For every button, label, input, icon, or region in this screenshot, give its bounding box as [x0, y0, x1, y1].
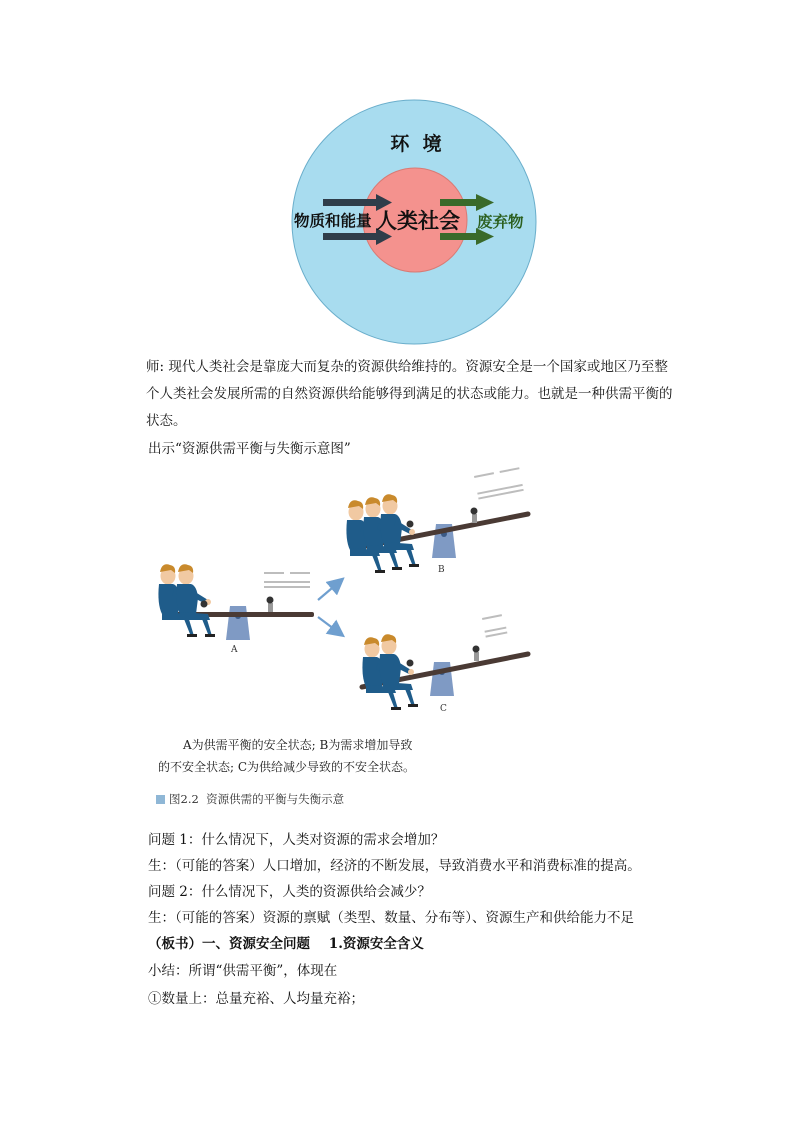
environment-label: 环 境 — [390, 133, 442, 155]
arrow-to-c — [318, 617, 338, 632]
arrow-to-b — [318, 583, 338, 600]
point-1: ①数量上：总量充裕、人均量充裕； — [148, 991, 364, 1007]
output-label: 废弃物 — [477, 213, 524, 231]
board-heading: （板书）一、资源安全问题 1.资源安全含义 — [148, 936, 424, 952]
intro-paragraph: 师: 现代人类社会是靠庞大而复杂的资源供给维持的。资源安全是一个国家或地区乃至整个人类社会发展所需的自然资源供给能够得到满足的状态或能力。也就是一种供需平衡的状态。 — [146, 359, 673, 429]
society-label: 人类社会 — [376, 209, 460, 233]
question-2: 问题 2：什么情况下，人类的资源供给会减少？ — [148, 884, 431, 900]
figure-title: 图2.2 资源供需的平衡与失衡示意 — [156, 791, 344, 807]
answer-2: 生：（可能的答案）资源的禀赋（类型、数量、分布等）、资源生产和供给能力不足 — [148, 910, 634, 926]
show-figure-line: 出示“资源供需平衡与失衡示意图” — [148, 441, 351, 457]
answer-1: 生：（可能的答案）人口增加，经济的不断发展，导致消费水平和消费标准的提高。 — [148, 858, 641, 874]
label-c: C — [440, 704, 447, 714]
question-1: 问题 1：什么情况下，人类对资源的需求会增加？ — [148, 832, 445, 848]
label-b: B — [438, 565, 445, 575]
seesaw-a — [158, 564, 314, 655]
summary-line: 小结：所谓“供需平衡”，体现在 — [148, 963, 338, 979]
figure-marker-icon — [156, 795, 165, 804]
seesaw-c — [362, 614, 528, 714]
label-a: A — [231, 645, 238, 655]
seesaw-b — [346, 467, 528, 575]
figure-caption-line1: A为供需平衡的安全状态; B为需求增加导致 — [183, 738, 413, 752]
figure-caption-line2: 的不安全状态; C为供给减少导致的不安全状态。 — [158, 760, 416, 774]
input-label: 物质和能量 — [294, 212, 372, 230]
